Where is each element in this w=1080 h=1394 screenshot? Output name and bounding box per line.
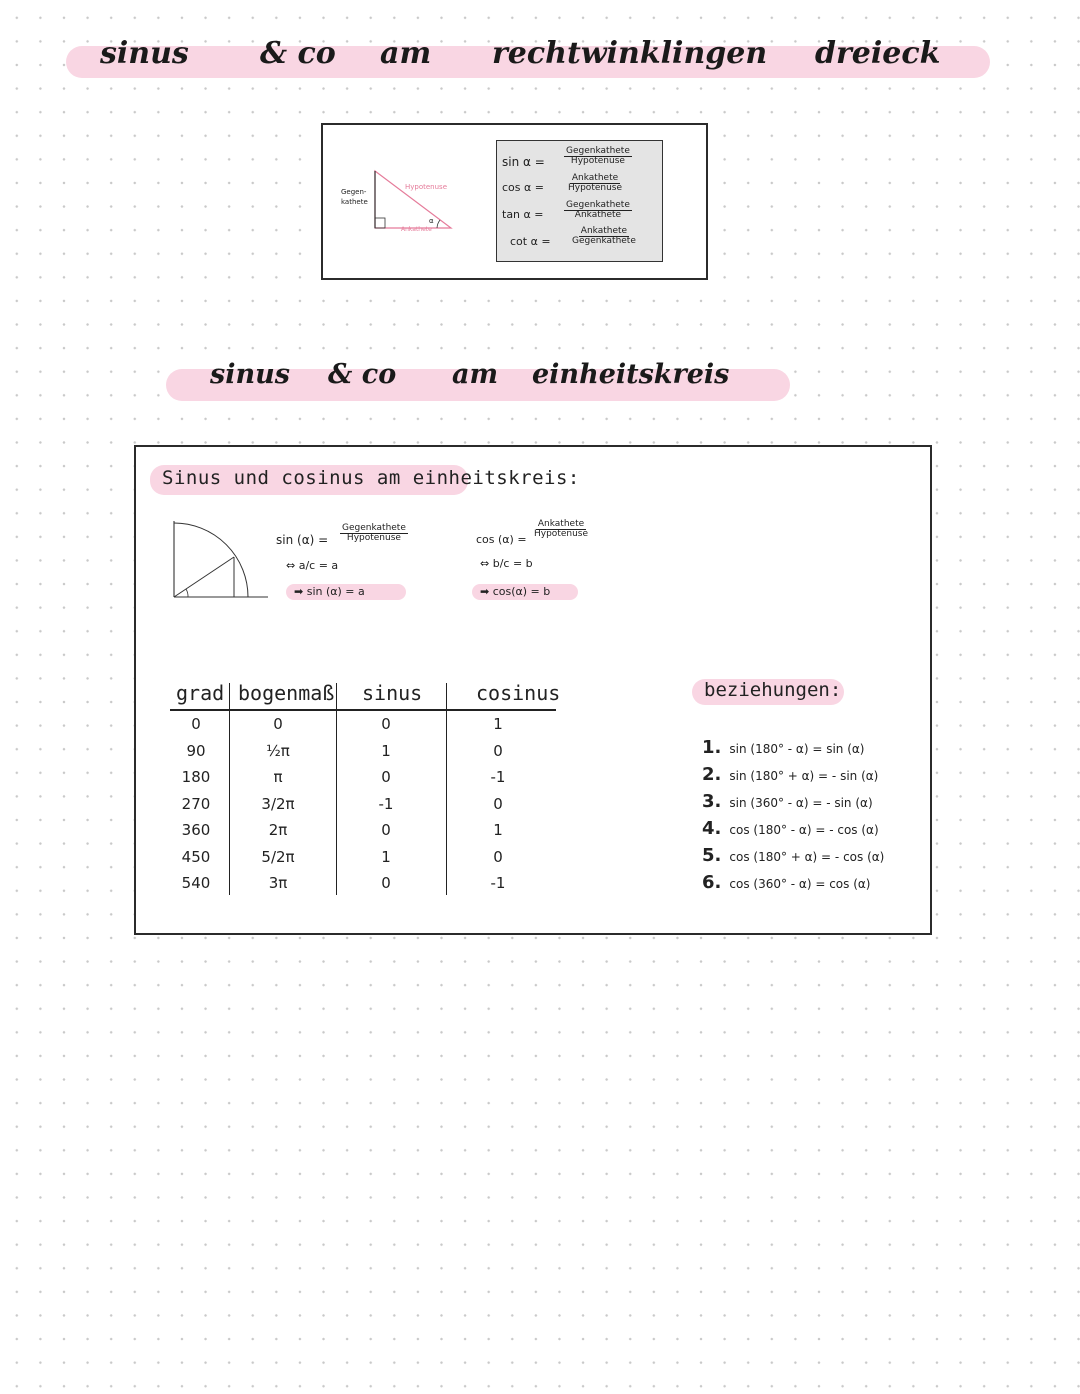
table-cell: 540 (181, 874, 211, 892)
table-column-rule (336, 683, 337, 895)
table-cell: 180 (181, 768, 211, 786)
cos-numerator: Ankathete (537, 519, 585, 529)
unit-circle-diagram (166, 515, 276, 605)
sin-numerator: Gegenkathete (342, 523, 406, 533)
table-cell: 360 (181, 821, 211, 839)
ratio-denominator: Hypotenuse (568, 183, 623, 194)
table-cell: 270 (181, 794, 211, 813)
sin-fraction (340, 524, 408, 544)
cos-step: ⇔ b/c = b (480, 557, 533, 570)
relation-item (702, 791, 873, 812)
table-cell: 0 (493, 741, 503, 760)
table-cell: 0 (381, 715, 391, 733)
table-cell: 1 (493, 715, 503, 733)
table-cell: 0 (493, 847, 503, 866)
ratio-denominator: Hypotenuse (570, 156, 625, 167)
table-header-cosinus: cosinus (476, 681, 561, 705)
ratio-numerator: Gegenkathete (566, 146, 630, 156)
relation-number: 6. (702, 872, 722, 893)
gegenkathete-label-line: kathete (341, 198, 368, 206)
title1-word: rechtwinklingen (492, 36, 768, 71)
relation-expression: cos (360° - α) = cos (α) (729, 877, 871, 891)
title2-word: & co (328, 359, 397, 390)
table-header-rule (170, 709, 556, 711)
relation-item (702, 872, 870, 893)
relation-expression: sin (360° - α) = - sin (α) (729, 796, 873, 810)
sin-result: ➡ sin (α) = a (294, 585, 365, 598)
ratio-numerator: Ankathete (580, 226, 628, 236)
title2 (210, 359, 790, 403)
table-cell: 1 (381, 847, 391, 866)
relation-number: 2. (702, 764, 722, 785)
relation-item (702, 764, 878, 785)
table-cell: 450 (181, 847, 211, 866)
right-triangle-box (321, 123, 708, 280)
unit-circle-heading: Sinus und cosinus am einheitskreis: (162, 467, 580, 489)
table-cell: -1 (490, 768, 506, 786)
ratio-fraction (564, 147, 632, 167)
table-cell: 90 (186, 741, 206, 760)
table-cell: 0 (273, 715, 283, 733)
relation-item (702, 818, 879, 839)
table-cell: ½π (266, 741, 290, 760)
ratio-fraction (572, 227, 636, 247)
table-cell: 5/2π (261, 847, 295, 866)
cos-label: cos (α) = (476, 533, 527, 546)
table-header-sinus: sinus (362, 681, 423, 705)
table-cell: 0 (381, 768, 391, 786)
table-column-rule (446, 683, 447, 895)
title2-word: sinus (210, 359, 290, 390)
ratio-label: tan α = (502, 208, 544, 221)
relation-item (702, 737, 864, 758)
title1-word: & co (260, 36, 336, 71)
sin-label: sin (α) = (276, 533, 329, 547)
ankathete-label: Ankathete (401, 226, 432, 233)
relation-number: 4. (702, 818, 722, 839)
table-cell: -1 (490, 874, 506, 892)
ratio-denominator: Gegenkathete (572, 236, 636, 247)
ratio-label: sin α = (502, 155, 545, 169)
gegenkathete-label-line: Gegen- (341, 188, 367, 196)
table-cell: 2π (268, 821, 288, 839)
relation-number: 1. (702, 737, 722, 758)
relation-number: 5. (702, 845, 722, 866)
title1-word: sinus (100, 36, 189, 71)
table-cell: 0 (493, 794, 503, 813)
relation-expression: sin (180° - α) = sin (α) (729, 742, 865, 756)
sin-step: ⇔ a/c = a (286, 559, 339, 572)
table-cell: 0 (381, 821, 391, 839)
title2-word: am (452, 359, 499, 390)
table-cell: 1 (381, 741, 391, 760)
title2-word: einheitskreis (532, 359, 730, 390)
table-header-bogenmass: bogenmaß (238, 681, 335, 705)
table-column-rule (229, 683, 230, 895)
table-cell: π (273, 768, 283, 786)
relation-expression: cos (180° + α) = - cos (α) (729, 850, 885, 864)
ratio-label: cot α = (510, 235, 551, 248)
ratio-fraction (564, 201, 632, 221)
table-cell: 3/2π (261, 794, 295, 813)
table-cell: 0 (381, 874, 391, 892)
cos-result: ➡ cos(α) = b (480, 585, 551, 598)
ratio-panel (496, 140, 663, 262)
ratio-label: cos α = (502, 181, 544, 194)
hypotenuse-label: Hypotenuse (405, 183, 448, 191)
alpha-symbol: α (429, 217, 434, 225)
unit-circle-box (134, 445, 932, 935)
ratio-numerator: Ankathete (571, 173, 619, 183)
relation-number: 3. (702, 791, 722, 812)
title1 (100, 36, 980, 80)
title1-word: dreieck (815, 36, 941, 71)
cos-denominator: Hypotenuse (534, 529, 589, 540)
sin-denominator: Hypotenuse (346, 533, 401, 544)
gegenkathete-label (341, 187, 368, 207)
ratio-numerator: Gegenkathete (566, 200, 630, 210)
table-cell: 3π (268, 874, 288, 892)
relations-heading: beziehungen: (704, 679, 842, 701)
ratio-fraction (568, 174, 622, 194)
relation-item (702, 845, 884, 866)
table-cell: 0 (191, 715, 201, 733)
title1-word: am (380, 36, 432, 71)
value-table (166, 677, 566, 907)
cos-fraction (534, 520, 588, 540)
relation-expression: cos (180° - α) = - cos (α) (729, 823, 879, 837)
table-header-grad: grad (176, 681, 225, 705)
table-cell: 1 (493, 821, 503, 839)
relation-expression: sin (180° + α) = - sin (α) (729, 769, 879, 783)
table-cell: -1 (378, 794, 394, 813)
ratio-denominator: Ankathete (574, 210, 622, 221)
